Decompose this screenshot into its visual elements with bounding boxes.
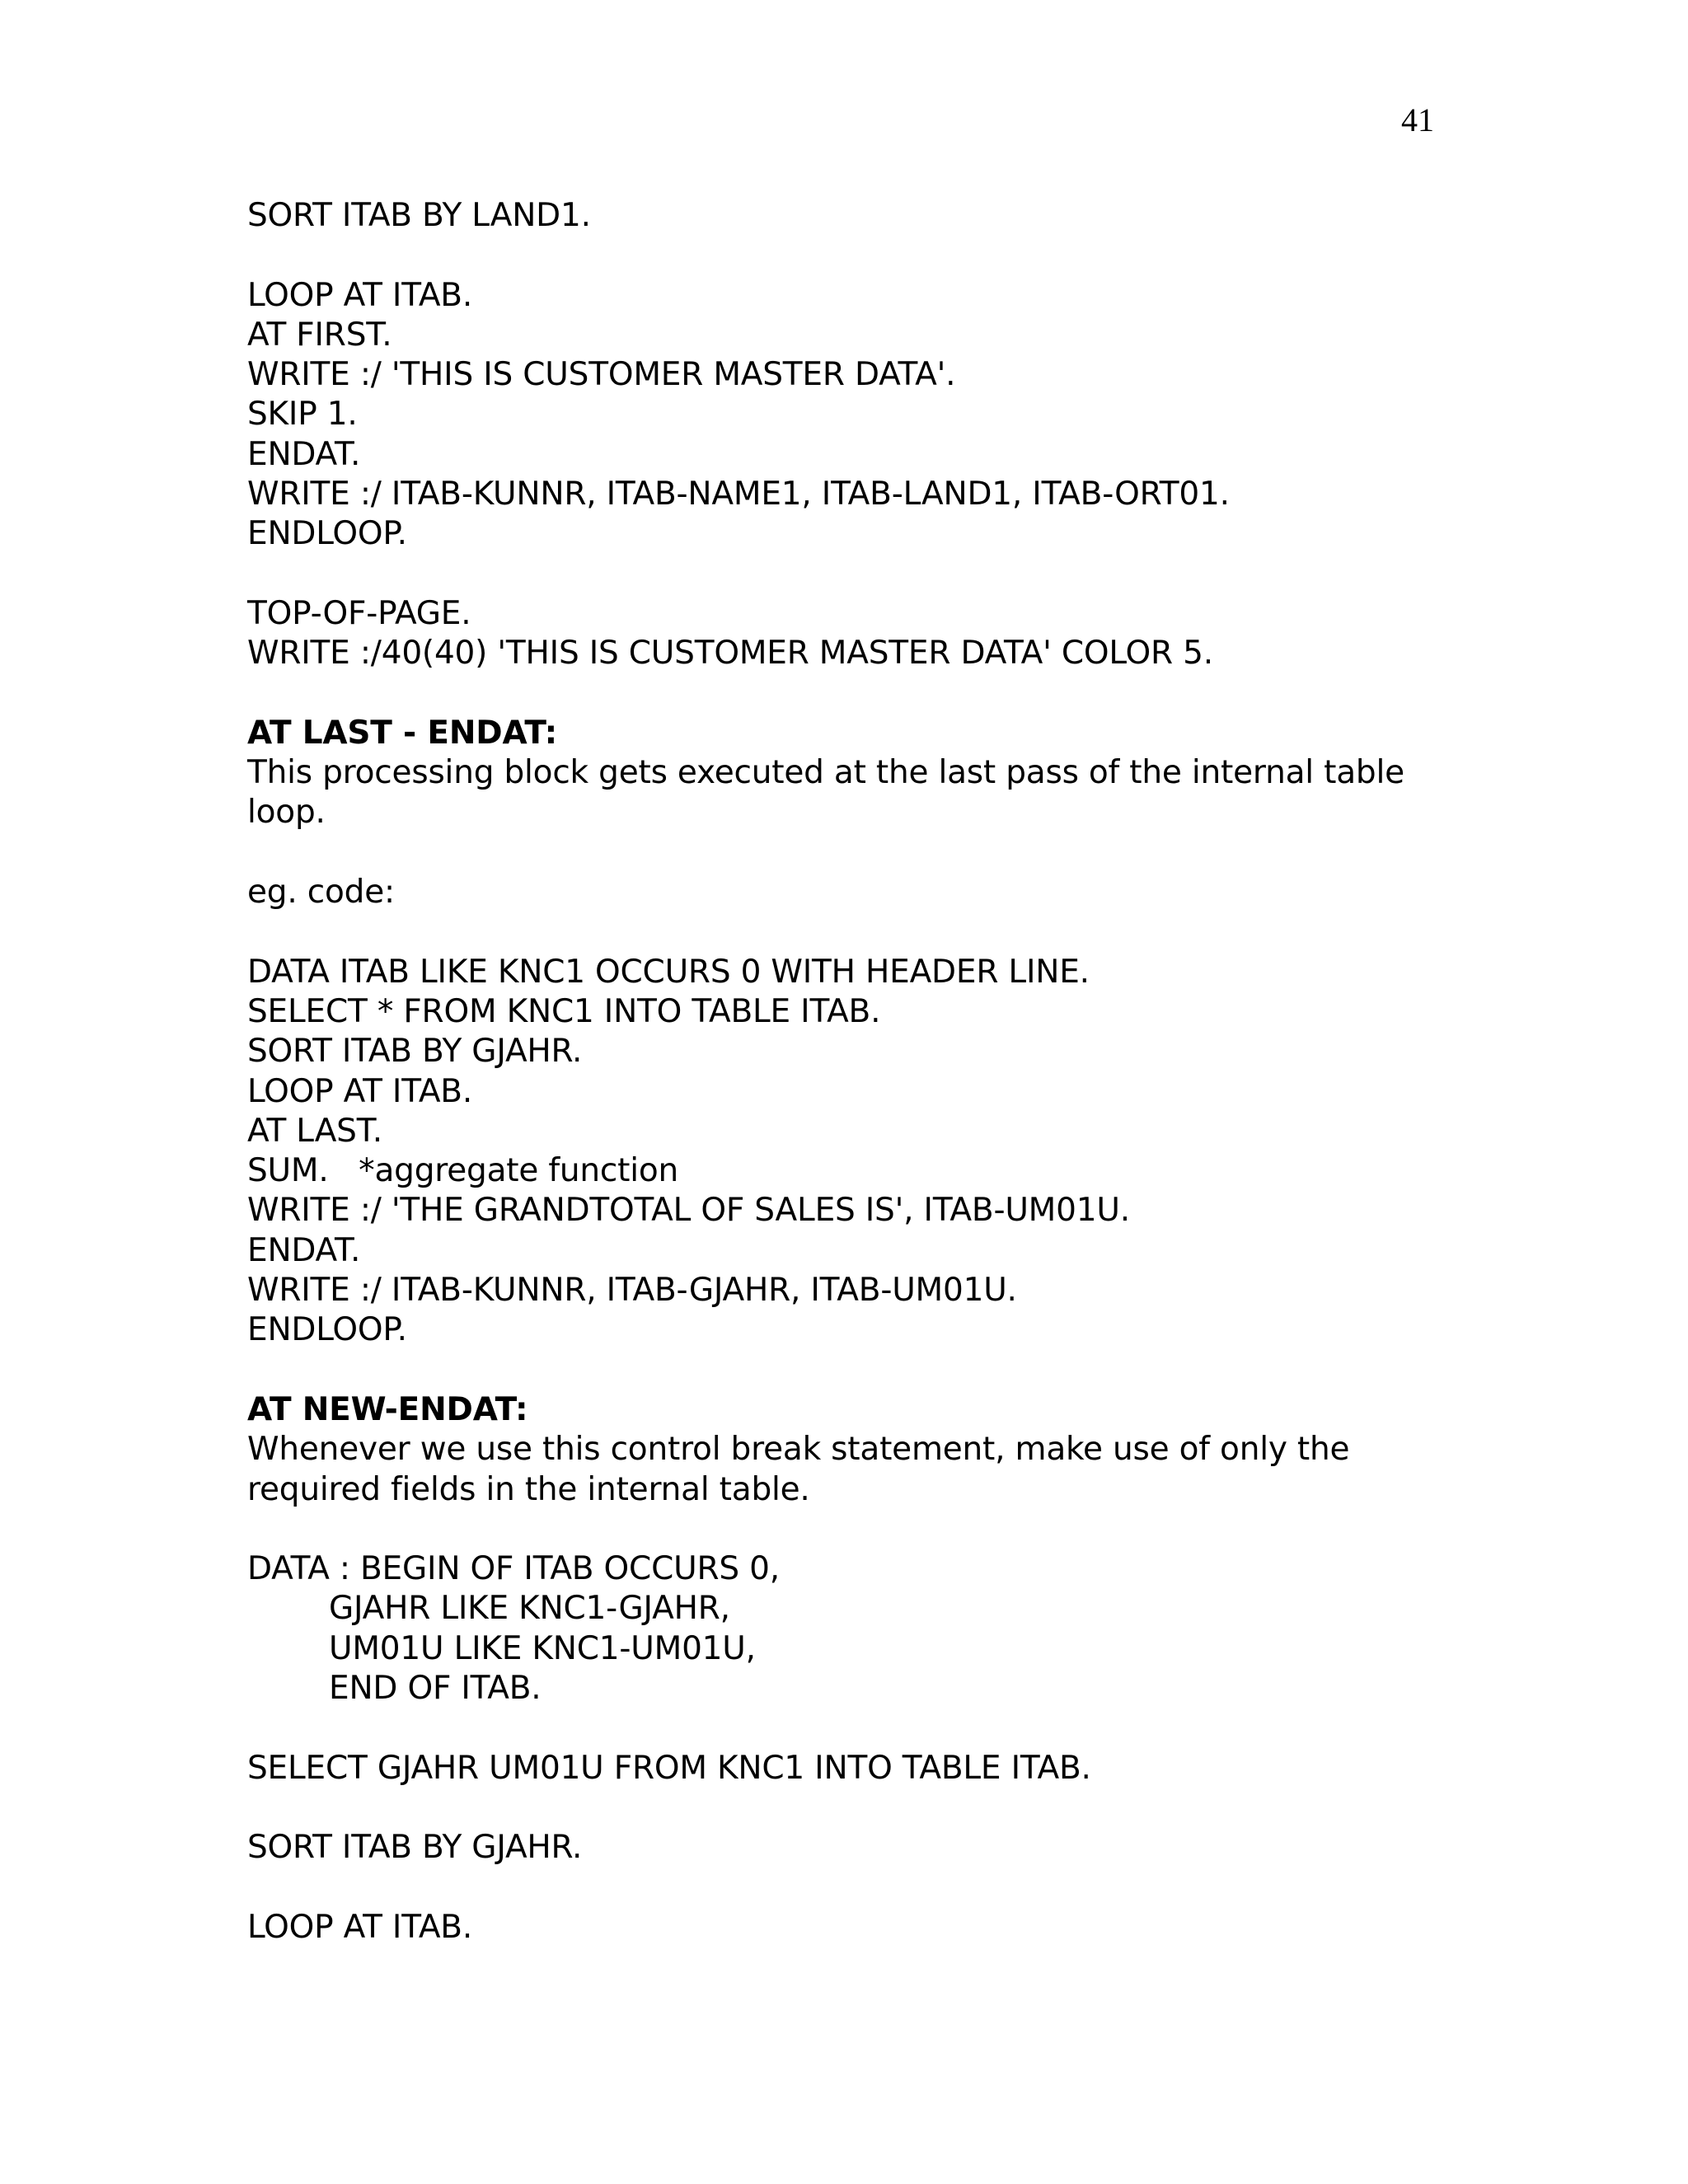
blank-line: [247, 674, 1533, 714]
code-line: WRITE :/ ITAB-KUNNR, ITAB-GJAHR, ITAB-UM01U.: [247, 1272, 1017, 1310]
example-label: eg. code:: [247, 874, 395, 912]
code-line: WRITE :/40(40) 'THIS IS CUSTOMER MASTER DATA' COLOR 5.: [247, 635, 1213, 673]
code-line: TOP-OF-PAGE.: [247, 594, 471, 632]
blank-line: [247, 912, 1533, 952]
code-line: WRITE :/ 'THE GRANDTOTAL OF SALES IS', ITAB-UM01U.: [247, 1192, 1130, 1230]
code-line-indented: UM01U LIKE KNC1-UM01U,: [329, 1629, 756, 1667]
page-number: 41: [1401, 101, 1434, 138]
code-line: DATA ITAB LIKE KNC1 OCCURS 0 WITH HEADER LINE.: [247, 953, 1090, 991]
section-heading-at-new: AT NEW-ENDAT:: [247, 1390, 528, 1428]
code-line: LOOP AT ITAB.: [247, 1072, 473, 1110]
section-description: loop.: [247, 794, 326, 832]
code-line: WRITE :/ ITAB-KUNNR, ITAB-NAME1, ITAB-LAND1, ITAB-ORT01.: [247, 476, 1230, 513]
code-line: DATA : BEGIN OF ITAB OCCURS 0,: [247, 1550, 780, 1588]
section-description: required fields in the internal table.: [247, 1470, 810, 1508]
code-line: WRITE :/ 'THIS IS CUSTOMER MASTER DATA'.: [247, 356, 956, 394]
code-line: AT FIRST.: [247, 316, 392, 354]
section-description: Whenever we use this control break statement, make use of only the: [247, 1431, 1350, 1469]
code-line: SORT ITAB BY GJAHR.: [247, 1033, 583, 1071]
blank-line: [247, 555, 1533, 594]
blank-line: [247, 1510, 1533, 1549]
code-line-indented: GJAHR LIKE KNC1-GJAHR,: [329, 1590, 730, 1628]
code-line: ENDLOOP.: [247, 1311, 407, 1349]
document-body: [247, 196, 1533, 1947]
code-line-indented: END OF ITAB.: [329, 1669, 542, 1707]
code-line: SORT ITAB BY GJAHR.: [247, 1829, 583, 1867]
code-line: SKIP 1.: [247, 396, 358, 434]
section-heading-at-last: AT LAST - ENDAT:: [247, 714, 558, 752]
blank-line: [247, 236, 1533, 275]
blank-line: [247, 833, 1533, 873]
blank-line: [247, 1351, 1533, 1390]
code-line: ENDAT.: [247, 435, 361, 473]
section-description: This processing block gets executed at the last pass of the internal table: [247, 754, 1404, 792]
code-line: ENDLOOP.: [247, 515, 407, 553]
code-line: AT LAST.: [247, 1112, 382, 1150]
code-line: SELECT GJAHR UM01U FROM KNC1 INTO TABLE ITAB.: [247, 1749, 1091, 1787]
code-line: SUM. *aggregate function: [247, 1152, 679, 1190]
code-line: LOOP AT ITAB.: [247, 1908, 473, 1946]
blank-line: [247, 1788, 1533, 1828]
code-line: LOOP AT ITAB.: [247, 276, 473, 314]
blank-line: [247, 1868, 1533, 1907]
code-line: ENDAT.: [247, 1231, 361, 1269]
code-line: SORT ITAB BY LAND1.: [247, 197, 591, 234]
blank-line: [247, 1708, 1533, 1748]
code-line: SELECT * FROM KNC1 INTO TABLE ITAB.: [247, 992, 881, 1030]
